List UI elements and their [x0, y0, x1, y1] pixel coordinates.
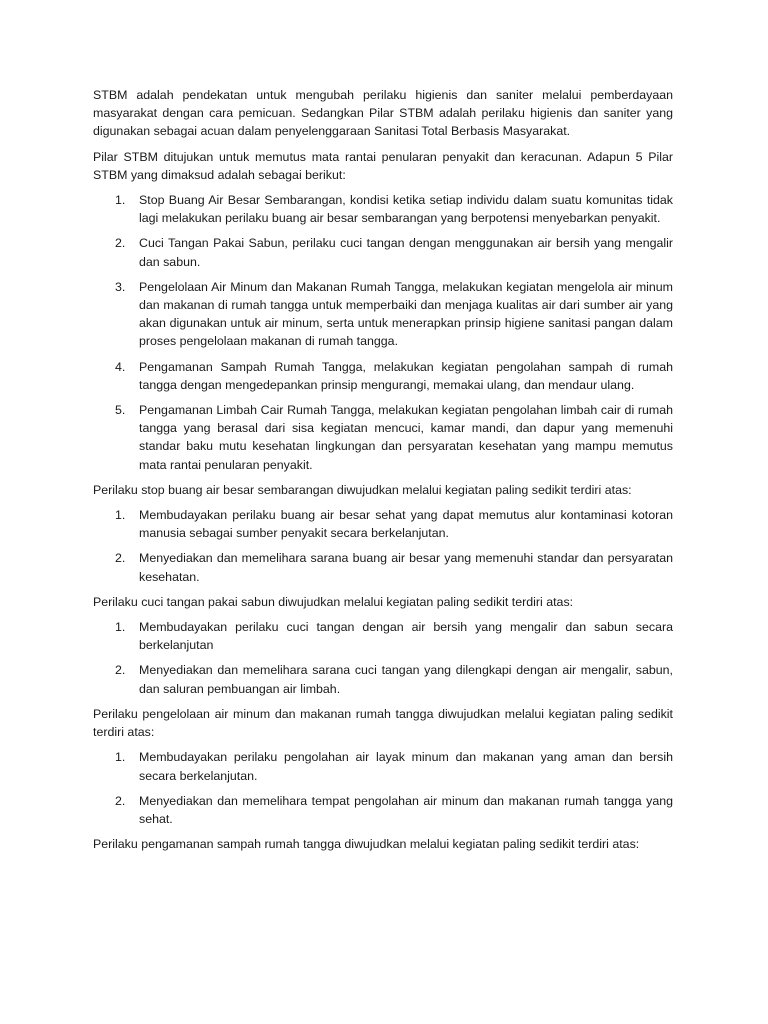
list-item: [93, 618, 673, 654]
list-item-text: Cuci Tangan Pakai Sabun, perilaku cuci tangan dengan menggunakan air bersih yang mengalir dan sabun.: [139, 236, 673, 269]
list-item-text: Pengelolaan Air Minum dan Makanan Rumah Tangga, melakukan kegiatan mengelola air minum dan makanan di rumah tangga untuk memperbaiki dan menjaga kualitas air dari sumber air yang akan digunakan untuk air minum, serta untuk menerapkan prinsip higiene sanitasi pangan dalam proses pengelolaan makanan di rumah tangga.: [139, 279, 673, 349]
list-item-text: Stop Buang Air Besar Sembarangan, kondisi ketika setiap individu dalam suatu komunitas tidak lagi melakukan perilaku buang air besar sembarangan yang berpotensi menyebarkan penyakit.: [139, 193, 673, 226]
list-item: [93, 549, 673, 585]
bab-list: [93, 506, 673, 586]
list-item-text: Pengamanan Limbah Cair Rumah Tangga, melakukan kegiatan pengolahan limbah cair di rumah tangga yang berasal dari sisa kegiatan mencuci, kamar mandi, dan dapur yang memenuhi standar baku mutu kesehatan lingkungan dan persyaratan kesehatan yang mampu memutus mata rantai penularan penyakit.: [139, 403, 673, 472]
list-number: 4.: [115, 359, 126, 374]
list-number: 1.: [115, 620, 126, 635]
list-item: [93, 748, 673, 784]
list-number: 2.: [115, 236, 126, 251]
list-item-text: Pengamanan Sampah Rumah Tangga, melakukan kegiatan pengolahan sampah di rumah tangga dengan mengedepankan prinsip mengurangi, memakai ulang, dan mendaur ulang.: [139, 359, 673, 392]
list-number: 1.: [115, 508, 126, 523]
section-heading-bab: Perilaku stop buang air besar sembarangan diwujudkan melalui kegiatan paling sedikit terdiri atas:: [93, 482, 632, 497]
list-number: 2.: [115, 663, 126, 678]
list-item-text: Menyediakan dan memelihara tempat pengolahan air minum dan makanan rumah tangga yang sehat.: [139, 793, 673, 826]
list-item: [93, 358, 673, 394]
list-item: [93, 506, 673, 542]
list-number: 3.: [115, 279, 126, 294]
list-number: 5.: [115, 403, 126, 418]
list-item-text: Membudayakan perilaku buang air besar sehat yang dapat memutus alur kontaminasi kotoran manusia sebagai sumber penyakit secara berkelanjutan.: [139, 508, 673, 541]
section-heading-ctps: Perilaku cuci tangan pakai sabun diwujudkan melalui kegiatan paling sedikit terdiri atas:: [93, 594, 574, 609]
list-item: [93, 401, 673, 474]
amm-list: [93, 748, 673, 828]
list-number: 2.: [115, 551, 126, 566]
pillars-intro-paragraph: Pilar STBM ditujukan untuk memutus mata rantai penularan penyakit dan keracunan. Adapun 5 Pilar STBM yang dimaksud adalah sebagai berikut:: [93, 149, 673, 182]
list-item: [93, 191, 673, 227]
document-page: [93, 86, 673, 860]
pillars-list: [93, 191, 673, 474]
list-item-text: Menyediakan dan memelihara sarana buang air besar yang memenuhi standar dan persyaratan kesehatan.: [139, 551, 673, 584]
list-item-text: Membudayakan perilaku pengolahan air layak minum dan makanan yang aman dan bersih secara berkelanjutan.: [139, 750, 673, 783]
list-number: 1.: [115, 193, 126, 208]
ctps-list: [93, 618, 673, 698]
list-number: 2.: [115, 793, 126, 808]
section-heading-sampah: Perilaku pengamanan sampah rumah tangga diwujudkan melalui kegiatan paling sedikit terdiri atas:: [93, 837, 640, 852]
list-item: [93, 661, 673, 697]
list-item: [93, 792, 673, 828]
section-heading-amm: Perilaku pengelolaan air minum dan makanan rumah tangga diwujudkan melalui kegiatan paling sedikit terdiri atas:: [93, 706, 673, 740]
list-item-text: Membudayakan perilaku cuci tangan dengan air bersih yang mengalir dan sabun secara berkelanjutan: [139, 620, 673, 653]
list-number: 1.: [115, 750, 126, 765]
list-item: [93, 278, 673, 351]
list-item: [93, 234, 673, 270]
intro-paragraph: STBM adalah pendekatan untuk mengubah perilaku higienis dan saniter melalui pemberdayaan masyarakat dengan cara pemicuan. Sedangkan Pilar STBM adalah perilaku higienis dan saniter yang digunakan sebagai acuan dalam penyelenggaraan Sanitasi Total Berbasis Masyarakat.: [93, 88, 673, 139]
list-item-text: Menyediakan dan memelihara sarana cuci tangan yang dilengkapi dengan air mengalir, sabun, dan saluran pembuangan air limbah.: [139, 663, 673, 696]
